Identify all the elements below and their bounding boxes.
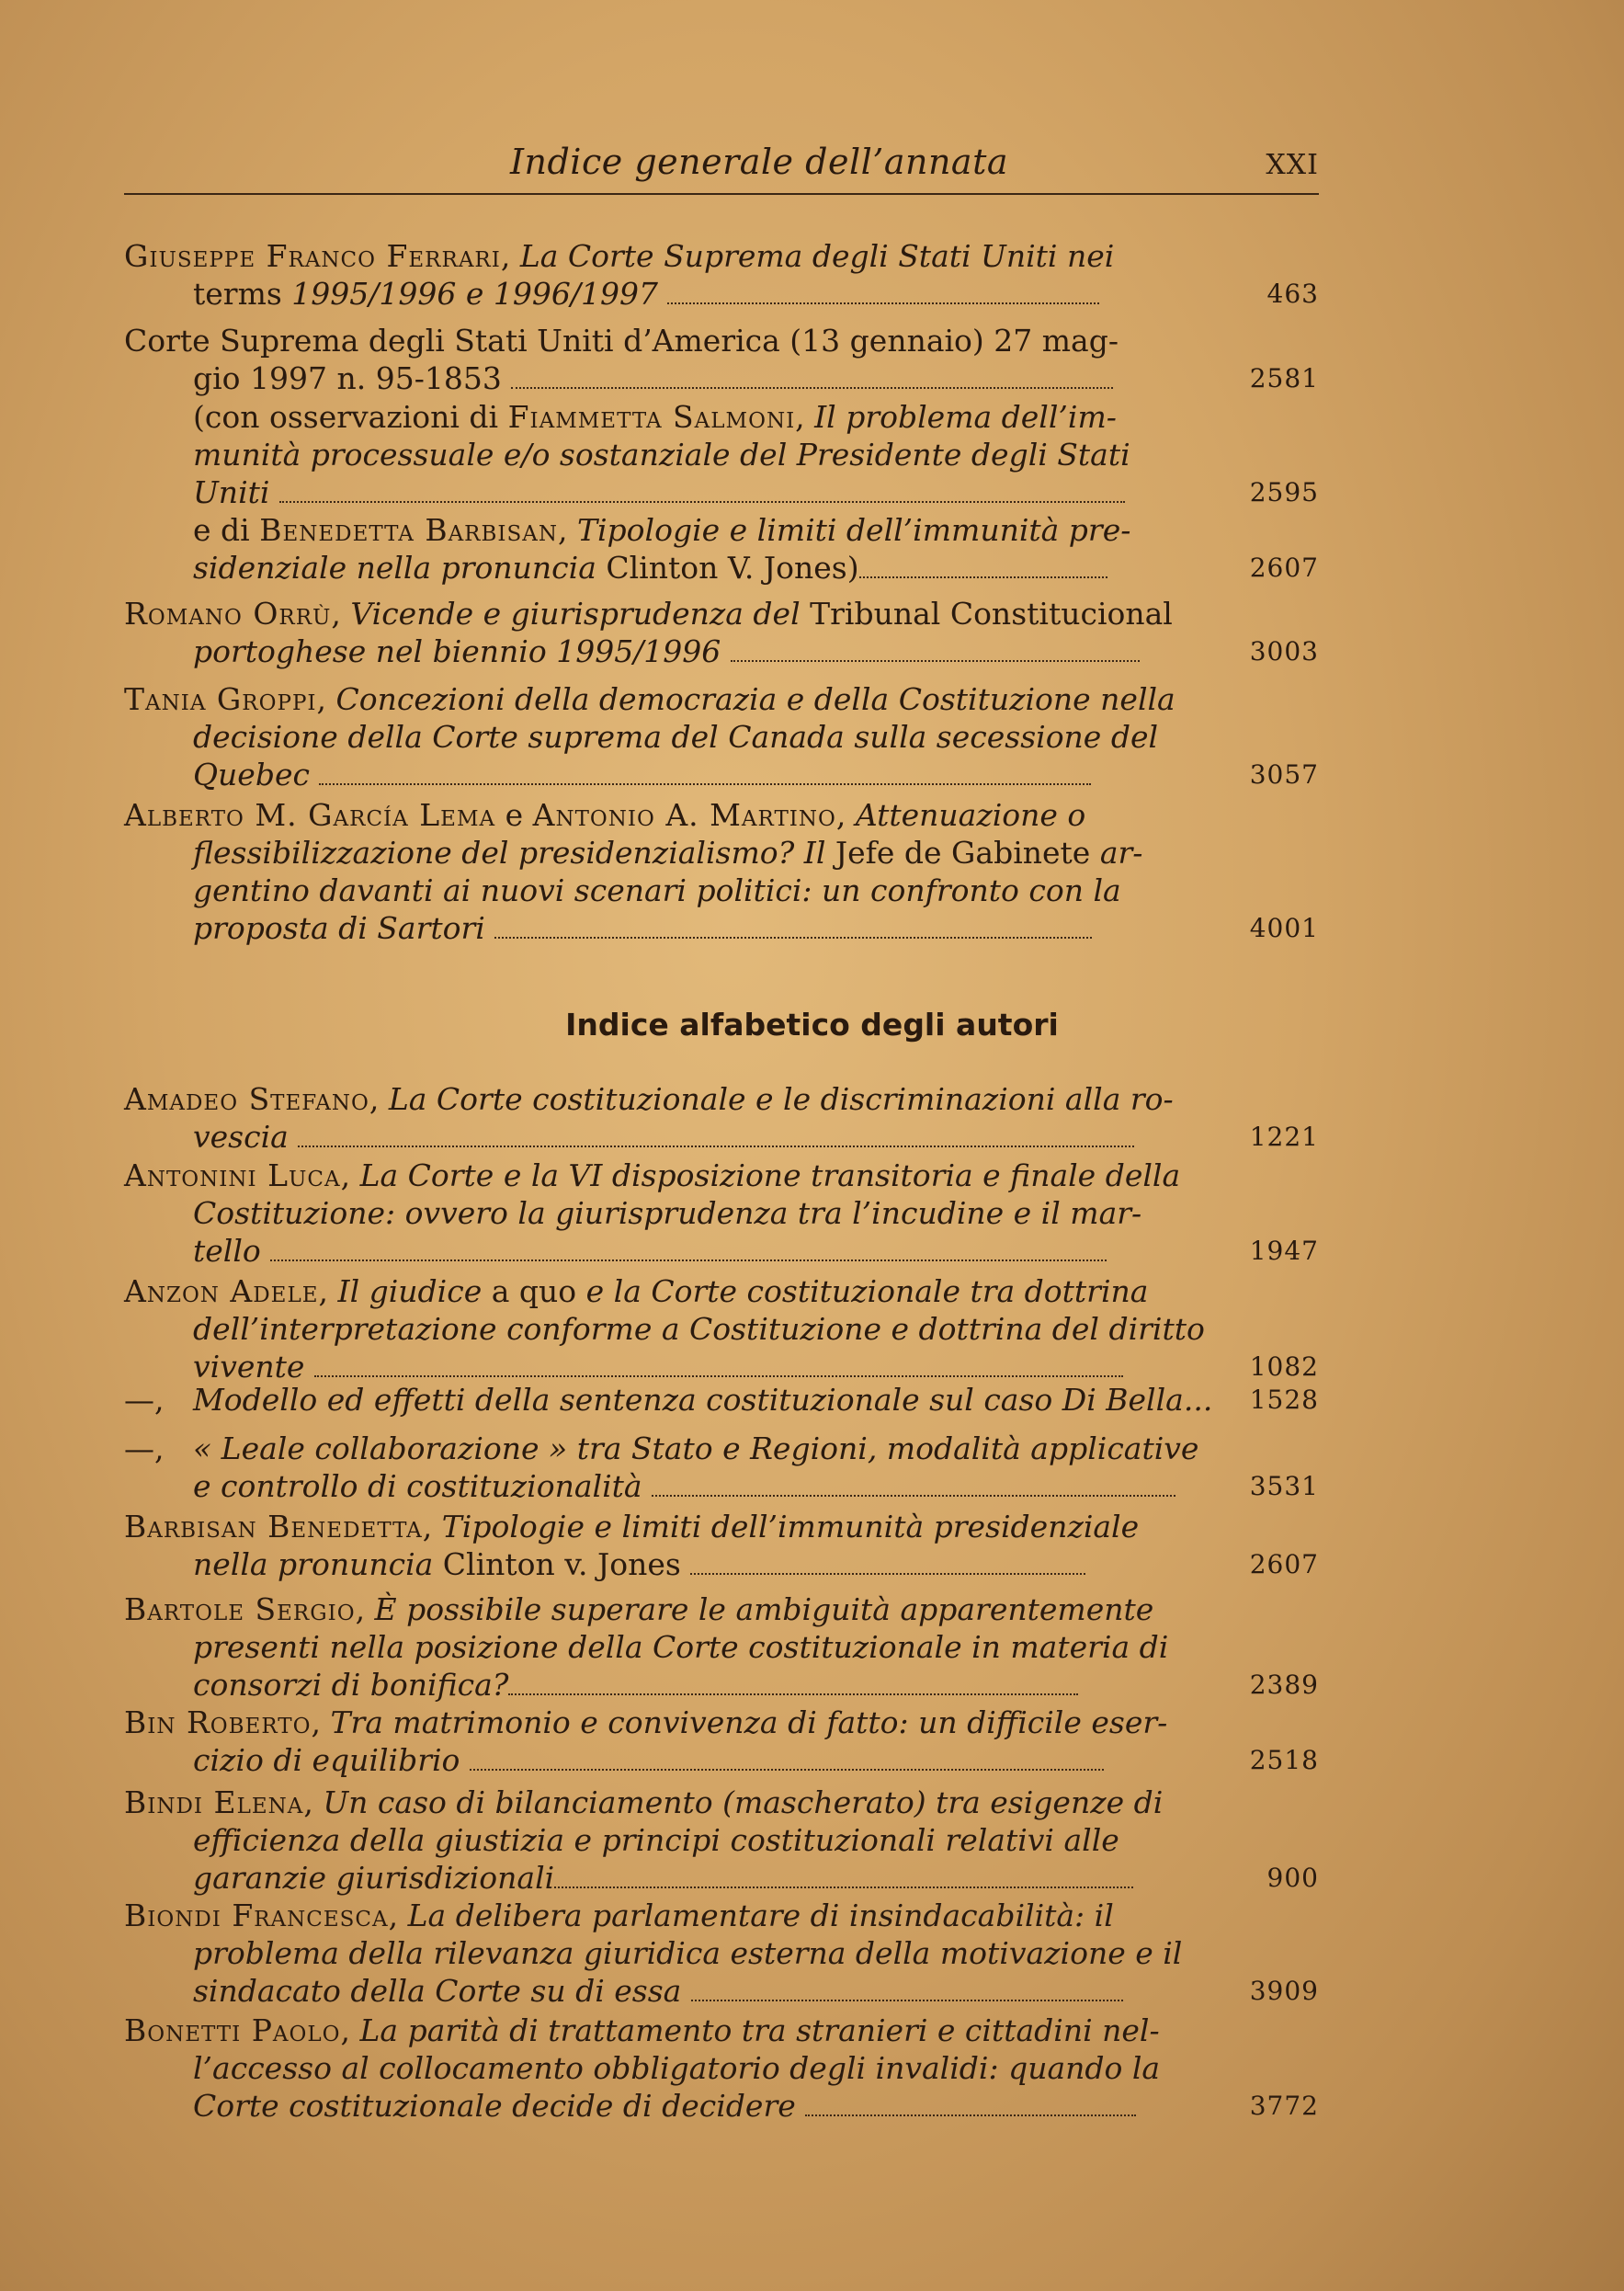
index-entry: Anzon Adele, Il giudice a quo e la Corte costituzionale tra dottrina dell’interpretazione conforme a Costituzione e dottrina del diritto vivente 1082: [124, 1273, 1319, 1385]
entry-author: Amadeo Stefano: [124, 1081, 369, 1117]
entry-page: 1221: [1249, 1122, 1319, 1152]
running-header: [124, 138, 1319, 195]
entry-page: 1528: [1249, 1385, 1319, 1415]
entry-author: Romano Orrù: [124, 596, 332, 632]
entry-page: 4001: [1249, 913, 1319, 943]
entry-page: 900: [1266, 1863, 1319, 1893]
entry-page: 2581: [1249, 363, 1319, 393]
entry-page: 3909: [1249, 1976, 1319, 2006]
entry-page: 1082: [1249, 1351, 1319, 1382]
entry-author: Bartole Sergio: [124, 1591, 356, 1627]
entry-author: Giuseppe Franco Ferrari: [124, 238, 501, 274]
entry-author: Barbisan Benedetta: [124, 1509, 423, 1544]
index-entry: Bin Roberto, Tra matrimonio e convivenza di fatto: un difficile eser- cizio di equilibrio 2518: [124, 1704, 1319, 1778]
index-entry: Corte Suprema degli Stati Uniti d’America (13 gennaio) 27 mag- gio 1997 n. 95-1853 2581: [124, 323, 1319, 396]
entry-author: Benedetta Barbisan: [259, 512, 558, 548]
index-entry: Barbisan Benedetta, Tipologie e limiti dell’immunità presidenziale nella pronuncia Clinton v. Jones 2607: [124, 1509, 1319, 1582]
index-entry: Bindi Elena, Un caso di bilanciamento (mascherato) tra esigenze di efficienza della giustizia e principi costituzionali relativi alle garanzie giurisdizionali 900: [124, 1784, 1319, 1896]
entry-page: 2607: [1249, 553, 1319, 583]
entry-author: Anzon Adele: [124, 1273, 319, 1309]
index-entry: —, Modello ed effetti della sentenza costituzionale sul caso Di Bella... 1528: [124, 1382, 1319, 1418]
index-entry: e di Benedetta Barbisan, Tipologie e limiti dell’immunità pre- sidenziale nella pronuncia Clinton V. Jones) 2607: [193, 512, 1319, 586]
entry-author: Alberto M. García Lema: [124, 797, 496, 833]
entry-page: 2518: [1249, 1745, 1319, 1775]
index-entry: Bonetti Paolo, La parità di trattamento tra stranieri e cittadini nel- l’accesso al collocamento obbligatorio degli invalidi: quando la Corte costituzionale decide di decidere 3772: [124, 2012, 1319, 2124]
entry-author: Antonini Luca: [124, 1157, 341, 1193]
index-entry: Amadeo Stefano, La Corte costituzionale e le discriminazioni alla ro- vescia 1221: [124, 1081, 1319, 1155]
entry-author: Biondi Francesca: [124, 1898, 389, 1933]
entry-author: Bin Roberto: [124, 1704, 312, 1740]
entry-page: 2607: [1249, 1549, 1319, 1579]
entry-page: 463: [1266, 279, 1319, 309]
index-entry: Antonini Luca, La Corte e la VI disposizione transitoria e finale della Costituzione: ovvero la giurisprudenza tra l’incudine e il mar- tello 1947: [124, 1157, 1319, 1269]
entry-title: La Corte Suprema degli Stati Uniti nei: [519, 238, 1115, 274]
entry-page: 3772: [1249, 2091, 1319, 2121]
index-entry: Biondi Francesca, La delibera parlamentare di insindacabilità: il problema della rilevanza giuridica esterna della motivazione e il sindacato della Corte su di essa 3909: [124, 1898, 1319, 2009]
index-entry: Bartole Sergio, È possibile superare le ambiguità apparentemente presenti nella posizione della Corte costituzionale in materia di consorzi di bonifica? 2389: [124, 1591, 1319, 1703]
entry-author: Fiammetta Salmoni: [507, 399, 796, 435]
index-entry: Giuseppe Franco Ferrari, La Corte Suprema degli Stati Uniti nei terms 1995/1996 e 1996/1997 463: [124, 238, 1319, 312]
entry-author: Bonetti Paolo: [124, 2012, 341, 2048]
index-entry: —, « Leale collaborazione » tra Stato e Regioni, modalità applicative e controllo di costituzionalità 3531: [124, 1430, 1319, 1504]
entry-page: 2389: [1249, 1670, 1319, 1700]
entry-author: Bindi Elena: [124, 1784, 304, 1820]
entry-page: 1947: [1249, 1236, 1319, 1266]
index-entry: Alberto M. García Lema e Antonio A. Martino, Attenuazione o flessibilizzazione del presidenzialismo? Il Jefe de Gabinete ar- gentino davanti ai nuovi scenari politici: un confronto con la proposta di Sartori 4001: [124, 797, 1319, 946]
entry-page: 2595: [1249, 477, 1319, 507]
entry-page: 3003: [1249, 636, 1319, 667]
entry-page: 3057: [1249, 759, 1319, 790]
section-title: Indice alfabetico degli autori: [565, 1007, 1059, 1043]
running-title: Indice generale dell’annata: [510, 142, 1009, 182]
index-entry: (con osservazioni di Fiammetta Salmoni, Il problema dell’im- munità processuale e/o sostanziale del Presidente degli Stati Uniti 2595: [193, 399, 1319, 510]
index-entry: Tania Groppi, Concezioni della democrazia e della Costituzione nella decisione della Corte suprema del Canada sulla secessione del Quebec 3057: [124, 681, 1319, 792]
entry-author: Tania Groppi: [124, 681, 317, 717]
entry-author-2: Antonio A. Martino: [532, 797, 836, 833]
index-entry: Romano Orrù, Vicende e giurisprudenza del Tribunal Constitucional portoghese nel biennio 1995/1996 3003: [124, 596, 1319, 669]
page-number: XXI: [1266, 149, 1319, 181]
entry-page: 3531: [1249, 1471, 1319, 1501]
